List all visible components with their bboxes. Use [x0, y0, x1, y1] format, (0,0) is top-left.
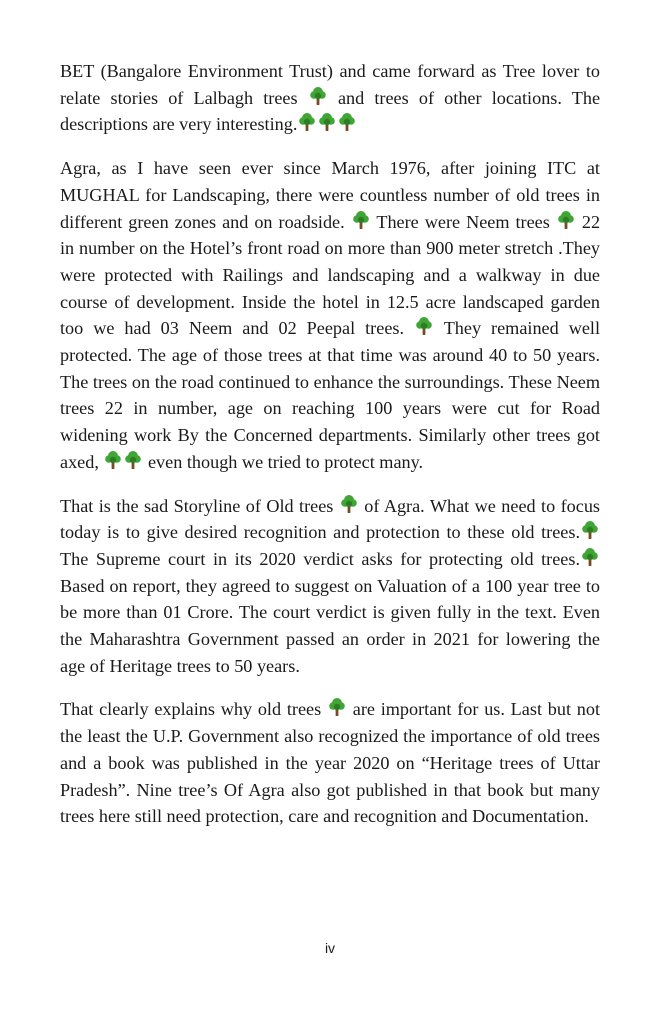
deciduous-tree-icon: [298, 112, 316, 132]
tree-icon-group: [580, 549, 600, 569]
text-segment: That clearly explains why old trees: [60, 699, 322, 720]
text-segment: There were Neem trees: [376, 211, 550, 232]
tree-icon-group: [103, 452, 143, 472]
paragraph-agra-history: [60, 155, 600, 475]
text-segment: BET (Bangalore Environment Trust) and came forward as Tree lover to relate stories of Lalbagh trees: [60, 61, 600, 108]
deciduous-tree-icon: [328, 697, 346, 717]
text-segment: are important for us. Last but not the least the U.P. Government also recognized the importance of old trees and a book was published in the year 2020 on “Heritage trees of Uttar Pradesh”. Nine tree’s Of Agra also got published in that book but many trees here still need protection, care and recognition and Documentation.: [60, 699, 601, 827]
text-segment: The Supreme court in its 2020 verdict asks for protecting old trees.: [60, 548, 580, 569]
text-segment: They remained well protected. The age of those trees at that time was around 40 to 50 years. The trees on the road continued to enhance the surroundings. These Neem trees 22 in number, age on reaching 100 years were cut for Road widening work By the Concerned departments. Similarly other trees got axed,: [60, 318, 601, 472]
paragraph-storyline: [60, 493, 600, 680]
deciduous-tree-icon: [318, 112, 336, 132]
deciduous-tree-icon: [581, 520, 599, 540]
text-segment: Agra, as I have seen ever since March 1976, after joining ITC at MUGHAL for Landscaping, there were countless number of old trees in different green zones and on roadside.: [60, 158, 600, 232]
tree-icon-group: [556, 212, 576, 232]
tree-icon-group: [351, 212, 371, 232]
tree-icon-group: [297, 114, 357, 134]
tree-icon-group: [327, 699, 347, 719]
tree-icon-group: [414, 318, 434, 338]
deciduous-tree-icon: [581, 547, 599, 567]
deciduous-tree-icon: [352, 210, 370, 230]
deciduous-tree-icon: [104, 450, 122, 470]
deciduous-tree-icon: [557, 210, 575, 230]
tree-icon-group: [580, 522, 600, 542]
text-segment: and trees of other locations. The descriptions are very interesting.: [60, 87, 601, 135]
tree-icon-group: [308, 88, 328, 108]
text-segment: 22 in number on the Hotel’s front road on more than 900 meter stretch .They were protected with Railings and landscaping and a walkway in due course of development. Inside the hotel in 12.5 acre landscaped garden too we had 03 Neem and 02 Peepal trees.: [60, 211, 601, 339]
paragraph-bet: [60, 58, 600, 138]
deciduous-tree-icon: [340, 494, 358, 514]
text-segment: Based on report, they agreed to suggest on Valuation of a 100 year tree to be more than 01 Crore. The court verdict is given fully in the text. Even the Maharashtra Government passed an order in 2021 for lowering the age of Heritage trees to 50 years.: [60, 575, 600, 676]
text-segment: even though we tried to protect many.: [147, 451, 424, 472]
deciduous-tree-icon: [124, 450, 142, 470]
deciduous-tree-icon: [338, 112, 356, 132]
deciduous-tree-icon: [309, 86, 327, 106]
text-segment: That is the sad Storyline of Old trees: [60, 495, 334, 516]
text-segment: of Agra. What we need to focus today is to give desired recognition and protection to these old trees.: [60, 495, 601, 543]
paragraph-conclusion: [60, 696, 600, 830]
document-body: [60, 58, 600, 847]
deciduous-tree-icon: [415, 316, 433, 336]
tree-icon-group: [339, 496, 359, 516]
page-number: iv: [324, 940, 336, 956]
